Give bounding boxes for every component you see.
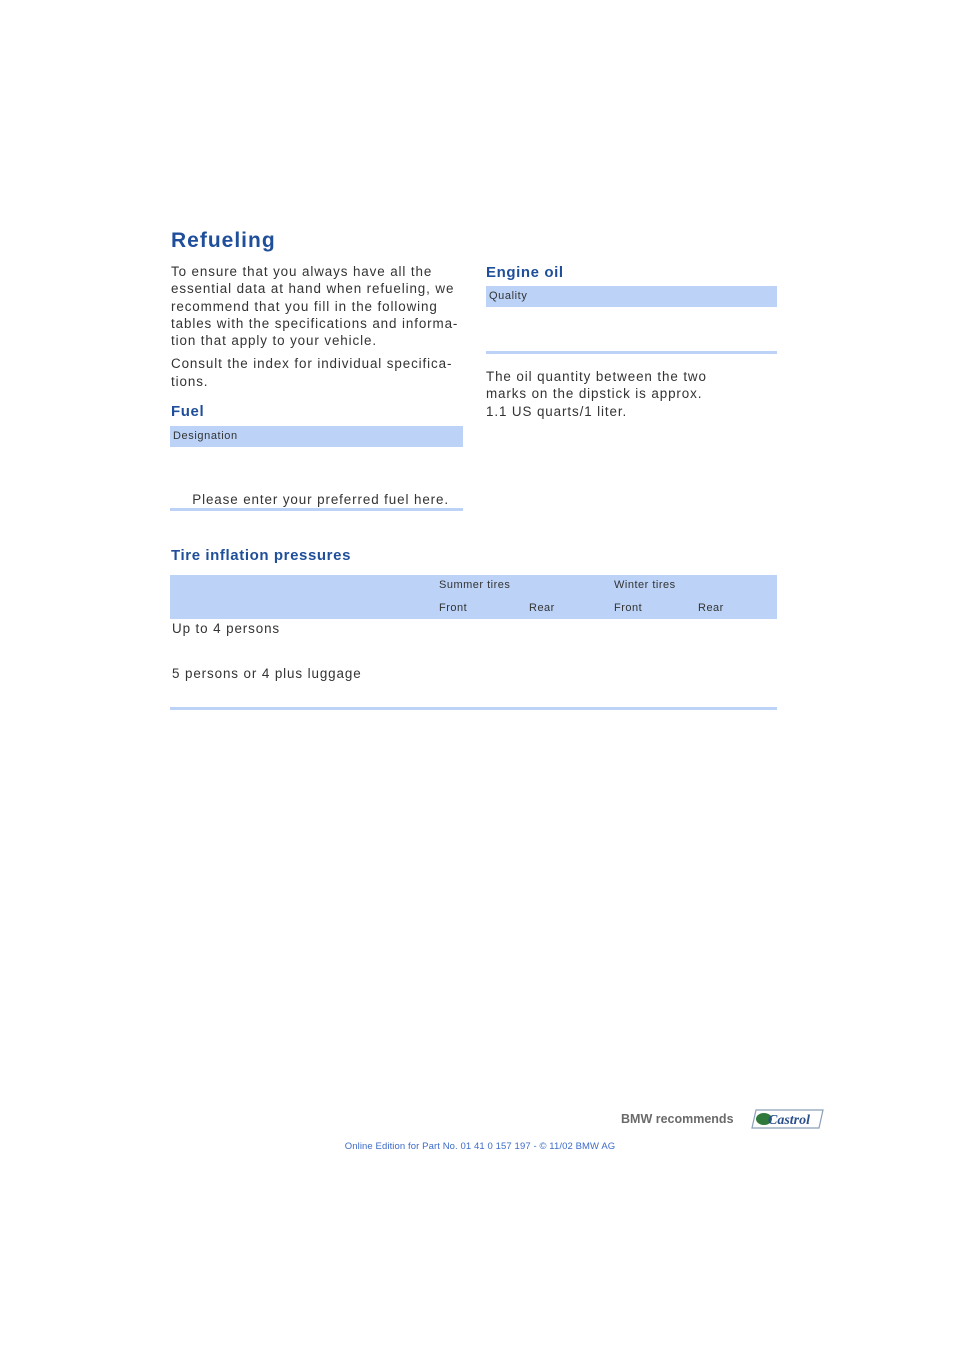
- tires-heading: Tire inflation pressures: [171, 547, 352, 564]
- winter-rear-label: Rear: [698, 602, 724, 614]
- castrol-logo-icon: [620, 1108, 824, 1130]
- summer-rear-label: Rear: [529, 602, 555, 614]
- oil-divider: [486, 351, 777, 354]
- oil-note-line: The oil quantity between the two: [486, 369, 707, 384]
- logo-recommends-text: BMW recommends: [621, 1112, 734, 1126]
- winter-tires-label: Winter tires: [614, 579, 676, 591]
- fuel-divider: [170, 508, 463, 511]
- oil-quality-field[interactable]: [486, 307, 777, 351]
- winter-front-label: Front: [614, 602, 643, 614]
- fuel-heading: Fuel: [171, 403, 205, 420]
- designation-label: Designation: [173, 430, 238, 442]
- fuel-note: Please enter your preferred fuel here.: [192, 492, 449, 507]
- oil-note: [486, 368, 776, 420]
- oil-note-line: 1.1 US quarts/1 liter.: [486, 403, 628, 419]
- oil-note-line: marks on the dipstick is approx.: [486, 386, 703, 402]
- tire-row-label: 5 persons or 4 plus luggage: [172, 666, 362, 681]
- fuel-designation-header: [170, 426, 463, 447]
- page-title: Refueling: [171, 229, 276, 252]
- oil-quality-header: [486, 286, 777, 307]
- intro-line: To ensure that you always have all the: [171, 264, 433, 279]
- tire-divider: [170, 707, 777, 710]
- intro-line: Consult the index for individual specifica-: [171, 356, 453, 372]
- intro-line: tables with the specifications and informa-: [171, 315, 459, 331]
- engine-oil-heading: Engine oil: [486, 264, 564, 281]
- bmw-recommends-castrol-logo: [620, 1108, 824, 1130]
- summer-tires-label: Summer tires: [439, 579, 511, 591]
- fuel-designation-field[interactable]: [170, 447, 463, 489]
- tire-row-label: Up to 4 persons: [172, 621, 281, 636]
- tire-table-header: [170, 575, 777, 619]
- intro-line: essential data at hand when refueling, we: [171, 281, 455, 297]
- intro-line: recommend that you fill in the following: [171, 298, 438, 314]
- intro-text: [171, 263, 471, 390]
- quality-label: Quality: [489, 290, 528, 302]
- intro-line: tions.: [171, 373, 209, 389]
- footer-edition-note: Online Edition for Part No. 01 41 0 157 197 - © 11/02 BMW AG: [344, 1141, 616, 1152]
- intro-line: tion that apply to your vehicle.: [171, 333, 377, 349]
- logo-brand-text: Castrol: [768, 1113, 811, 1128]
- summer-front-label: Front: [439, 602, 468, 614]
